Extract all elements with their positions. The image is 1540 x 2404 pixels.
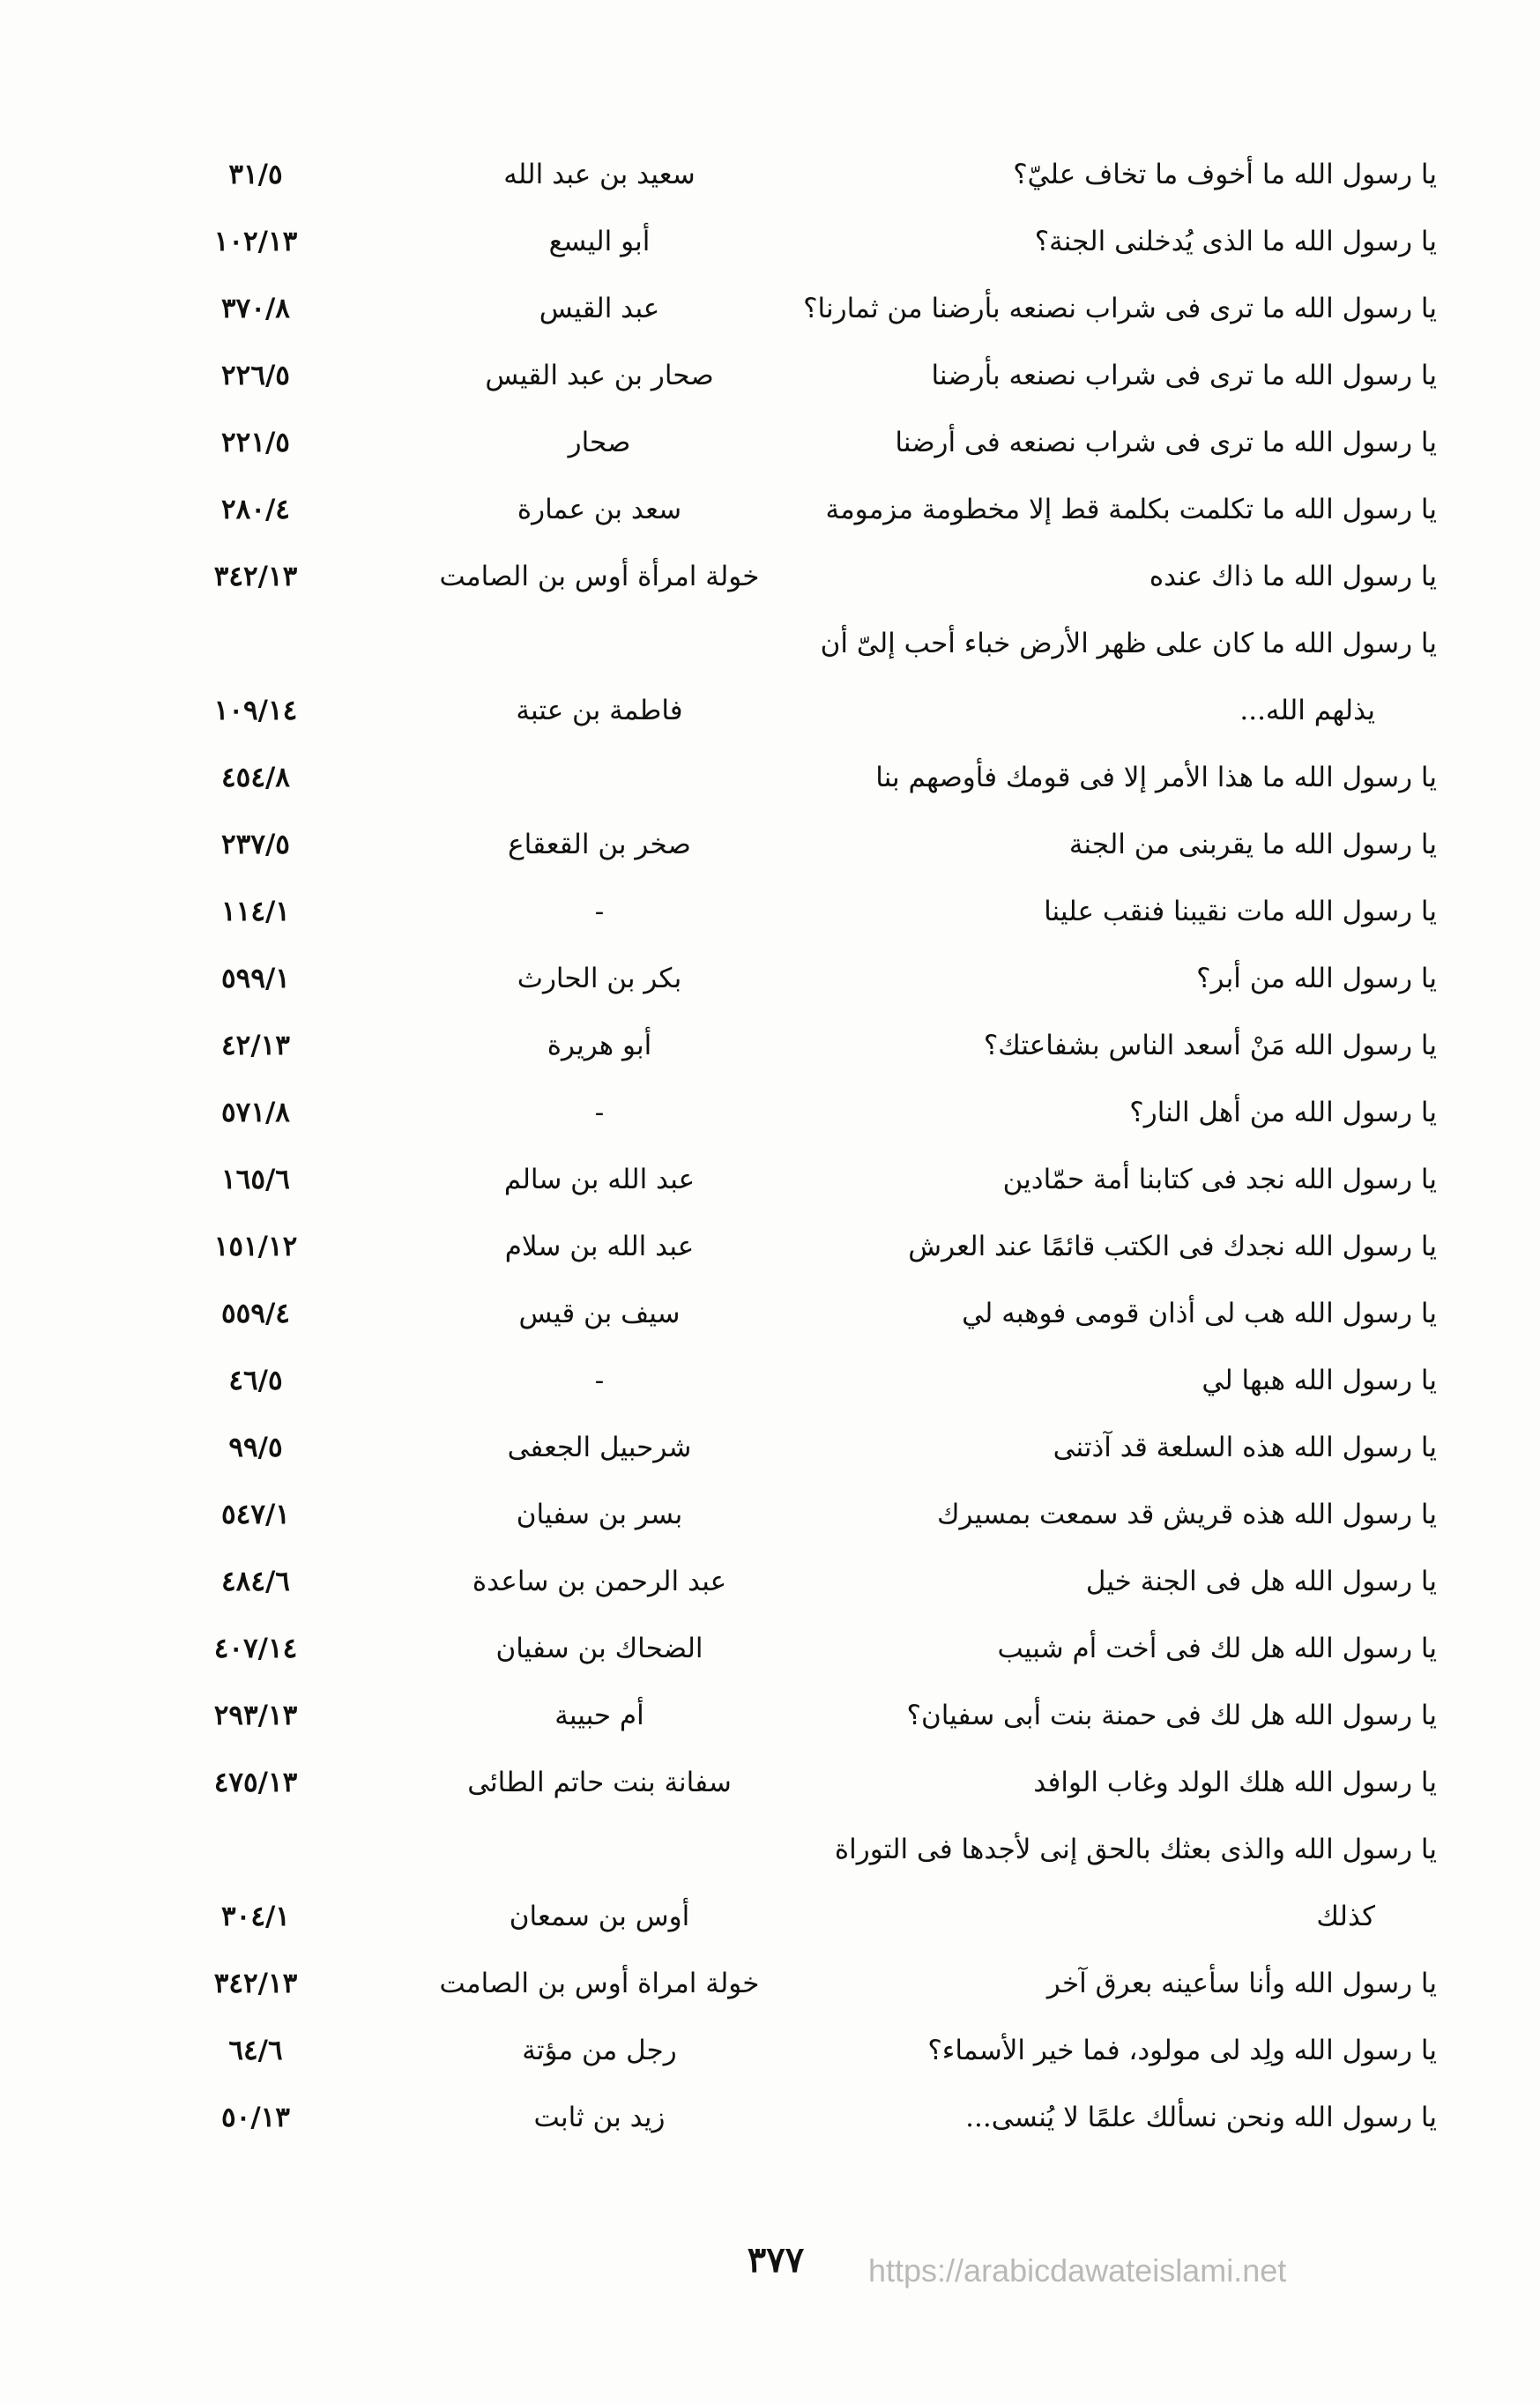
narrator-name: سعيد بن عبد الله xyxy=(503,159,696,190)
volume-page-reference: ٥٩٩/١ xyxy=(221,963,290,994)
hadith-line: يا رسول الله هذه السلعة قد آذتنى xyxy=(1053,1432,1437,1463)
hadith-line: يا رسول الله هل لك فى أخت أم شبيب xyxy=(997,1633,1437,1664)
volume-page-reference: ٥٠/١٣ xyxy=(221,2102,290,2133)
volume-page-reference: ٥٧١/٨ xyxy=(221,1097,290,1128)
narrator-name: سعد بن عمارة xyxy=(517,494,682,525)
hadith-line: يا رسول الله من أهل النار؟ xyxy=(1129,1097,1437,1128)
hadith-line: يا رسول الله هلك الولد وغاب الوافد xyxy=(1033,1767,1437,1798)
hadith-line: يا رسول الله ما ذاك عنده xyxy=(1149,561,1437,592)
table-row xyxy=(159,1682,1437,1749)
hadith-text xyxy=(1069,811,1437,878)
narrator-name: عبد القيس xyxy=(539,293,660,324)
hadith-line: يا رسول الله ما يقربنى من الجنة xyxy=(1068,829,1437,860)
hadith-line: يا رسول الله هذه قريش قد سمعت بمسيرك xyxy=(936,1499,1437,1530)
volume-page-reference: ١٦٥/٦ xyxy=(221,1164,290,1195)
hadith-text xyxy=(937,1481,1437,1548)
table-row xyxy=(159,409,1437,476)
narrator-name: زيد بن ثابت xyxy=(533,2102,666,2133)
hadith-line: يا رسول الله من أبر؟ xyxy=(1196,963,1437,994)
hadith-line: يا رسول الله ما تكلمت بكلمة قط إلا مخطومة مزمومة xyxy=(825,494,1437,525)
table-row xyxy=(159,1950,1437,2017)
volume-page-reference: ٢٢٦/٥ xyxy=(221,360,290,391)
narrator-name: بكر بن الحارث xyxy=(517,963,682,994)
hadith-line: يا رسول الله هب لى أذان قومى فوهبه لي xyxy=(962,1298,1437,1329)
volume-page-reference: ٤٥٤/٨ xyxy=(221,762,290,793)
narrator-name: شرحبيل الجعفى xyxy=(507,1432,692,1463)
table-row xyxy=(159,1012,1437,1079)
narrator-name: صخر بن القعقاع xyxy=(508,829,691,860)
table-row xyxy=(159,1481,1437,1548)
hadith-index-table xyxy=(159,141,1437,2151)
table-row xyxy=(159,945,1437,1012)
volume-page-reference: ٤٨٤/٦ xyxy=(221,1566,290,1597)
table-row xyxy=(159,1079,1437,1146)
table-row xyxy=(159,1548,1437,1615)
hadith-line: كذلك xyxy=(1316,1901,1375,1932)
table-row xyxy=(159,543,1437,610)
hadith-text xyxy=(1196,945,1437,1012)
volume-page-reference: ٣٠٤/١ xyxy=(221,1901,290,1932)
table-row xyxy=(159,1146,1437,1213)
narrator-name: عبد الرحمن بن ساعدة xyxy=(472,1566,727,1597)
hadith-line: يا رسول الله وأنا سأعينه بعرق آخر xyxy=(1046,1968,1437,1999)
hadith-line: يذلهم الله... xyxy=(1239,695,1375,726)
narrator-name: أوس بن سمعان xyxy=(509,1901,690,1932)
narrator-name: - xyxy=(594,1365,605,1396)
table-row xyxy=(159,1347,1437,1414)
hadith-line: يا رسول الله هبها لي xyxy=(1201,1365,1437,1396)
volume-page-reference: ١٠٩/١٤ xyxy=(213,695,298,726)
hadith-text xyxy=(835,1816,1437,1950)
narrator-name: سيف بن قيس xyxy=(518,1298,681,1329)
narrator-name: عبد الله بن سلام xyxy=(504,1231,695,1262)
hadith-text xyxy=(1044,878,1437,945)
narrator-name: رجل من مؤتة xyxy=(522,2035,677,2066)
hadith-text xyxy=(875,744,1437,811)
volume-page-reference: ٥٤٧/١ xyxy=(221,1499,290,1530)
narrator-name: أم حبيبة xyxy=(554,1700,644,1731)
volume-page-reference: ٢٢١/٥ xyxy=(221,427,290,458)
hadith-text xyxy=(895,409,1437,476)
hadith-text xyxy=(1086,1548,1437,1615)
narrator-name: الضحاك بن سفيان xyxy=(495,1633,703,1664)
hadith-line: يا رسول الله ما أخوف ما تخاف عليّ؟ xyxy=(1013,159,1437,190)
volume-page-reference: ٢٨٠/٤ xyxy=(221,494,290,525)
page-number: ٣٧٧ xyxy=(747,2239,805,2281)
volume-page-reference: ٩٩/٥ xyxy=(228,1432,283,1463)
hadith-text xyxy=(1149,543,1437,610)
watermark-url: https://arabicdawateislami.net xyxy=(868,2252,1287,2289)
hadith-line: يا رسول الله ما ترى فى شراب نصنعه فى أرضنا xyxy=(895,427,1437,458)
table-row xyxy=(159,610,1437,744)
hadith-text xyxy=(1013,141,1437,208)
narrator-name: أبو اليسع xyxy=(548,226,651,257)
table-row xyxy=(159,2084,1437,2151)
hadith-text xyxy=(1003,1146,1437,1213)
hadith-line: يا رسول الله نجد فى كتابنا أمة حمّادين xyxy=(1002,1164,1437,1195)
hadith-line: يا رسول الله والذى بعثك بالحق إنى لأجدها فى التوراة xyxy=(834,1834,1437,1865)
hadith-line: يا رسول الله نجدك فى الكتب قائمًا عند العرش xyxy=(908,1231,1437,1262)
volume-page-reference: ٤٧٥/١٣ xyxy=(213,1767,298,1798)
hadith-text xyxy=(1053,1414,1437,1481)
volume-page-reference: ٣٧٠/٨ xyxy=(221,293,290,324)
hadith-text xyxy=(1035,208,1437,275)
volume-page-reference: ٦٤/٦ xyxy=(228,2035,283,2066)
volume-page-reference: ٤٦/٥ xyxy=(228,1365,283,1396)
hadith-text xyxy=(1047,1950,1437,2017)
hadith-text xyxy=(965,2084,1437,2151)
hadith-text xyxy=(803,275,1437,342)
volume-page-reference: ١٥١/١٢ xyxy=(213,1231,298,1262)
table-row xyxy=(159,1280,1437,1347)
table-row xyxy=(159,141,1437,208)
hadith-text xyxy=(1033,1749,1437,1816)
narrator-name: صحار بن عبد القيس xyxy=(485,360,714,391)
narrator-name: صحار xyxy=(568,427,631,458)
narrator-name: خولة امرأة أوس بن الصامت xyxy=(439,561,760,592)
table-row xyxy=(159,744,1437,811)
hadith-line: يا رسول الله ما الذى يُدخلنى الجنة؟ xyxy=(1034,226,1437,257)
narrator-name: - xyxy=(594,1097,605,1128)
hadith-text xyxy=(907,1682,1437,1749)
hadith-text xyxy=(931,342,1437,409)
hadith-line: يا رسول الله مَنْ أسعد الناس بشفاعتك؟ xyxy=(983,1030,1437,1061)
narrator-name: خولة امراة أوس بن الصامت xyxy=(439,1968,760,1999)
volume-page-reference: ١١٤/١ xyxy=(221,896,290,927)
table-row xyxy=(159,1213,1437,1280)
hadith-text xyxy=(997,1615,1437,1682)
table-row xyxy=(159,811,1437,878)
hadith-line: يا رسول الله ولِد لى مولود، فما خير الأسماء؟ xyxy=(927,2035,1437,2066)
narrator-name: عبد الله بن سالم xyxy=(503,1164,696,1195)
narrator-name: أبو هريرة xyxy=(547,1030,652,1061)
table-row xyxy=(159,208,1437,275)
table-row xyxy=(159,342,1437,409)
hadith-line: يا رسول الله مات نقيبنا فنقب علينا xyxy=(1044,896,1437,927)
narrator-name: بسر بن سفيان xyxy=(516,1499,683,1530)
hadith-line: يا رسول الله ما هذا الأمر إلا فى قومك فأوصهم بنا xyxy=(875,762,1437,793)
narrator-name: فاطمة بن عتبة xyxy=(516,695,683,726)
hadith-text xyxy=(825,476,1437,543)
table-row xyxy=(159,1615,1437,1682)
hadith-line: يا رسول الله هل لك فى حمنة بنت أبى سفيان؟ xyxy=(906,1700,1437,1731)
hadith-text xyxy=(962,1280,1437,1347)
volume-page-reference: ٣١/٥ xyxy=(228,159,283,190)
volume-page-reference: ٣٤٢/١٣ xyxy=(213,1968,298,1999)
table-row xyxy=(159,275,1437,342)
table-row xyxy=(159,878,1437,945)
hadith-text xyxy=(1129,1079,1437,1146)
hadith-text xyxy=(927,2017,1437,2084)
table-row xyxy=(159,2017,1437,2084)
hadith-line: يا رسول الله ما كان على ظهر الأرض خباء أحب إلىّ أن xyxy=(820,628,1437,659)
hadith-text xyxy=(908,1213,1437,1280)
volume-page-reference: ٣٤٢/١٣ xyxy=(213,561,298,592)
volume-page-reference: ٢٣٧/٥ xyxy=(221,829,290,860)
table-row xyxy=(159,1414,1437,1481)
hadith-text xyxy=(1201,1347,1437,1414)
hadith-line: يا رسول الله هل فى الجنة خيل xyxy=(1085,1566,1437,1597)
volume-page-reference: ٢٩٣/١٣ xyxy=(213,1700,298,1731)
hadith-line: يا رسول الله ما ترى فى شراب نصنعه بأرضنا xyxy=(931,360,1437,391)
hadith-line: يا رسول الله ونحن نسألك علمًا لا يُنسى... xyxy=(965,2102,1437,2133)
hadith-line: يا رسول الله ما ترى فى شراب نصنعه بأرضنا من ثمارنا؟ xyxy=(803,293,1437,324)
narrator-name: - xyxy=(594,896,605,927)
volume-page-reference: ١٠٢/١٣ xyxy=(213,226,298,257)
table-row xyxy=(159,476,1437,543)
table-row xyxy=(159,1749,1437,1816)
hadith-text xyxy=(984,1012,1437,1079)
hadith-text xyxy=(821,610,1437,744)
volume-page-reference: ٤٢/١٣ xyxy=(221,1030,290,1061)
volume-page-reference: ٥٥٩/٤ xyxy=(221,1298,290,1329)
volume-page-reference: ٤٠٧/١٤ xyxy=(213,1633,298,1664)
narrator-name: سفانة بنت حاتم الطائى xyxy=(467,1767,732,1798)
table-row xyxy=(159,1816,1437,1950)
